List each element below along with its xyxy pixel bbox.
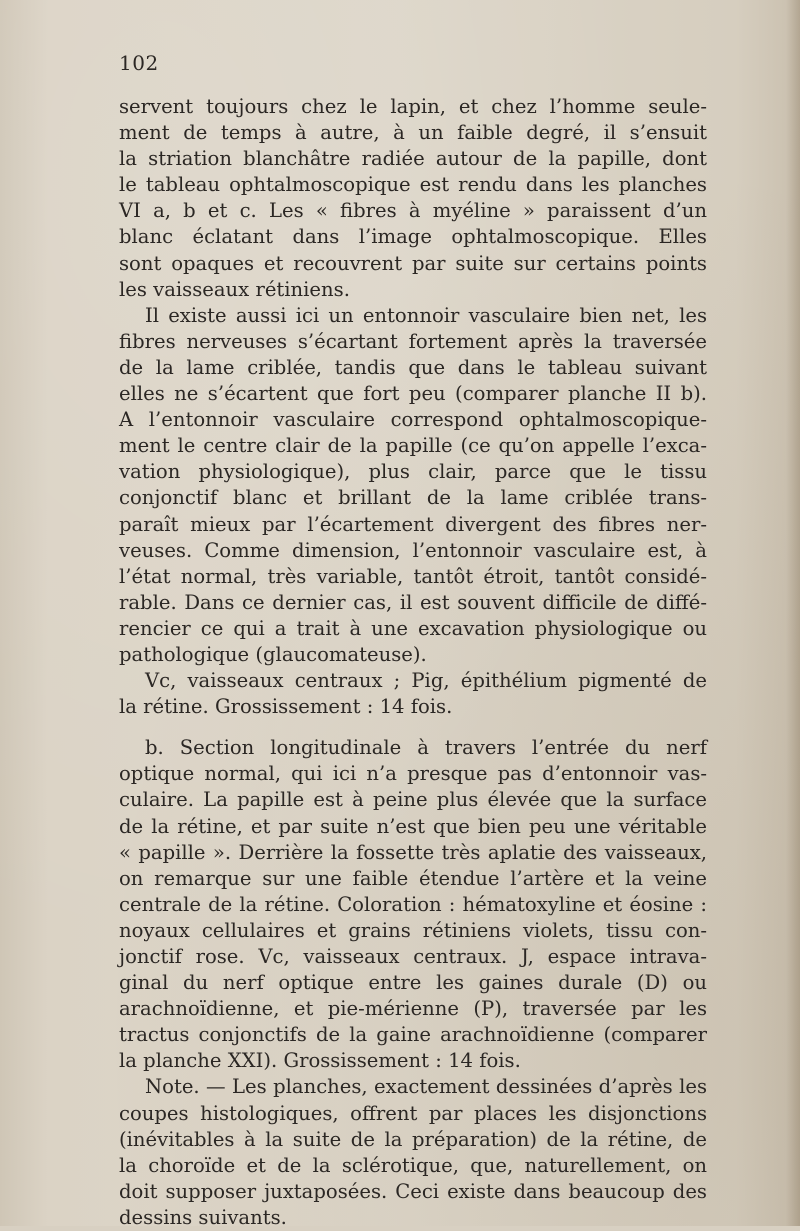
text-line: (inévitables à la suite de la préparation) de la rétine, de	[119, 1127, 707, 1151]
text-line: optique normal, qui ici n’a presque pas d’entonnoir vas-	[119, 762, 707, 786]
page-number: 102	[119, 51, 159, 75]
text-line: les vaisseaux rétiniens.	[119, 277, 350, 301]
text-line: de la lame criblée, tandis que dans le tableau suivant	[119, 355, 707, 379]
text-line: de la rétine, et par suite n’est que bien peu une véritable	[119, 814, 707, 838]
text-line: sont opaques et recouvrent par suite sur certains points	[119, 251, 707, 275]
text-line: Il existe aussi ici un entonnoir vasculaire bien net, les	[145, 303, 707, 327]
text-line: b. Section longitudinale à travers l’entrée du nerf	[145, 736, 707, 760]
text-line: ginal du nerf optique entre les gaines durale (D) ou	[119, 971, 707, 995]
text-line: conjonctif blanc et brillant de la lame criblée trans-	[119, 486, 707, 510]
text-line: rable. Dans ce dernier cas, il est souvent difficile de diffé-	[119, 590, 707, 614]
text-line: fibres nerveuses s’écartant fortement après la traversée	[119, 329, 707, 353]
text-line: l’état normal, très variable, tantôt étroit, tantôt considé-	[119, 564, 707, 588]
text-line: jonctif rose. Vc, vaisseaux centraux. J, espace intrava-	[119, 945, 707, 968]
text-line: doit supposer juxtaposées. Ceci existe dans beaucoup des	[119, 1179, 707, 1203]
text-line: Vc, vaisseaux centraux ; Pig, épithélium pigmenté de	[145, 669, 707, 693]
text-line: dessins suivants.	[119, 1205, 287, 1229]
page-edge-shadow	[786, 0, 800, 1226]
text-line: blanc éclatant dans l’image ophtalmoscopique. Elles	[119, 225, 707, 249]
text-line: rencier ce qui a trait à une excavation physiologique ou	[119, 616, 707, 640]
text-line: la striation blanchâtre radiée autour de la papille, dont	[119, 147, 707, 171]
text-line: pathologique (glaucomateuse).	[119, 642, 427, 666]
text-line: ment de temps à autre, à un faible degré, il s’ensuit	[119, 121, 707, 145]
text-line: la rétine. Grossissement : 14 fois.	[119, 695, 453, 719]
text-line: la planche XXI). Grossissement : 14 fois.	[119, 1049, 521, 1073]
text-line: culaire. La papille est à peine plus élevée que la surface	[119, 788, 707, 812]
text-line: tractus conjonctifs de la gaine arachnoïdienne (comparer	[119, 1023, 707, 1047]
text-line: noyaux cellulaires et grains rétiniens violets, tissu con-	[119, 918, 707, 942]
text-line: servent toujours chez le lapin, et chez l’homme seule-	[119, 95, 707, 118]
text-line: Note. — Les planches, exactement dessinées d’après les	[145, 1075, 707, 1099]
text-line: on remarque sur une faible étendue l’artère et la veine	[119, 866, 707, 890]
text-line: centrale de la rétine. Coloration : hématoxyline et éosine :	[119, 892, 707, 916]
text-line: elles ne s’écartent que fort peu (comparer planche II b).	[119, 382, 707, 406]
text-line: le tableau ophtalmoscopique est rendu dans les planches	[119, 173, 707, 197]
text-line: A l’entonnoir vasculaire correspond ophtalmoscopique-	[119, 408, 707, 432]
text-line: « papille ». Derrière la fossette très aplatie des vaisseaux,	[119, 840, 707, 864]
text-line: veuses. Comme dimension, l’entonnoir vasculaire est, à	[119, 538, 707, 562]
text-line: vation physiologique), plus clair, parce que le tissu	[119, 460, 707, 484]
text-line: ment le centre clair de la papille (ce qu’on appelle l’exca-	[119, 434, 707, 458]
paragraph-gap	[119, 720, 707, 735]
text-line: paraît mieux par l’écartement divergent des fibres ner-	[119, 512, 707, 536]
text-line: arachnoïdienne, et pie-mérienne (P), traversée par les	[119, 997, 707, 1021]
text-line: la choroïde et de la sclérotique, que, naturellement, on	[119, 1153, 707, 1177]
body-text	[119, 94, 707, 1231]
text-line: coupes histologiques, offrent par places les disjonctions	[119, 1101, 707, 1125]
text-line: VI a, b et c. Les « fibres à myéline » paraissent d’un	[119, 199, 707, 223]
